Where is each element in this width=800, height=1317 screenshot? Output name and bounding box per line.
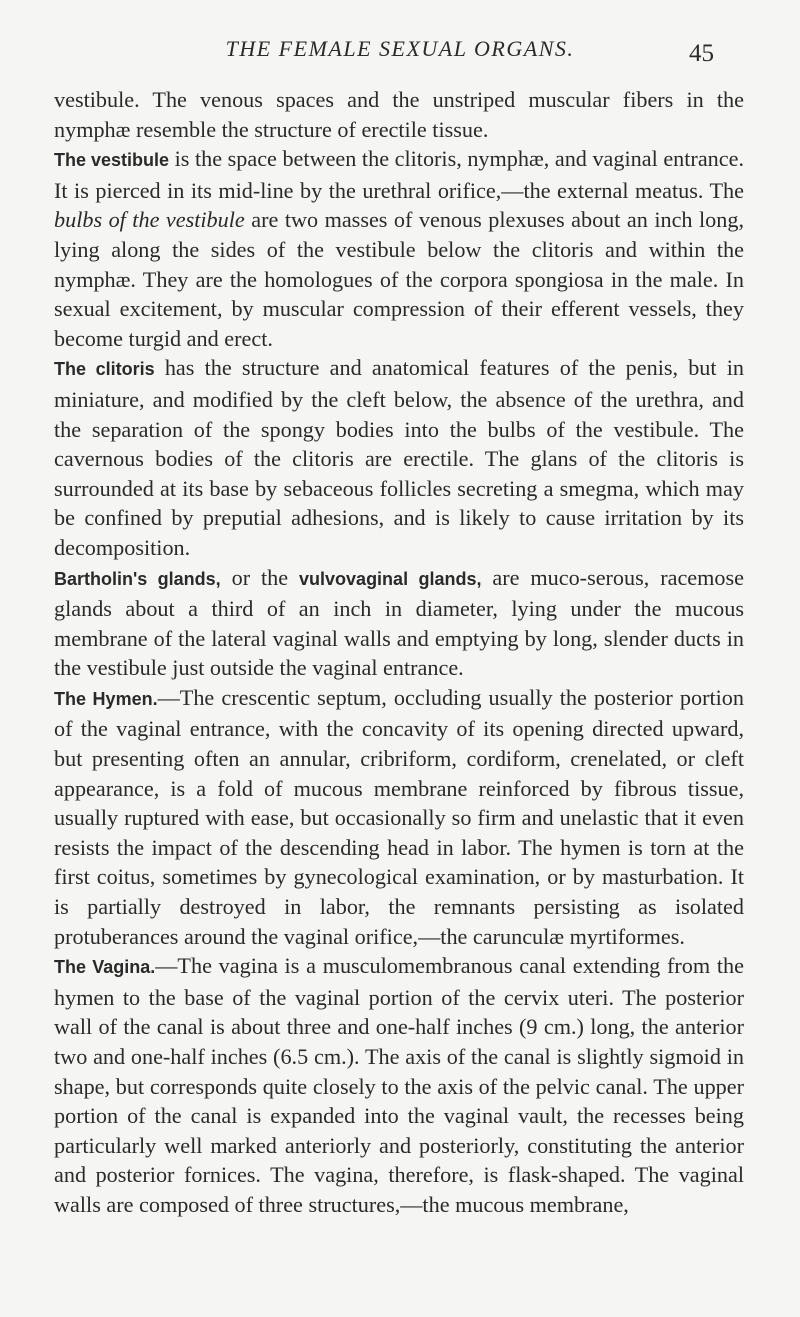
paragraph-text: has the structure and anatomical features of the penis, but in miniature, and modified by the cleft below, the absence of the urethra, and the separation of the spongy bodies into the bulbs of the vestibule. The cavernous bodies of the clitoris are erectile. The glans of the clitoris is surrounded at its base by sebaceous follicles secreting a smegma, which may be confined by preputial adhesions, and is likely to cause irritation by its decomposition. (54, 355, 744, 560)
running-title: THE FEMALE SEXUAL ORGANS. (225, 36, 575, 61)
body-text (54, 85, 744, 1220)
paragraph-clitoris (54, 353, 744, 562)
paragraph-vestibule-continued (54, 85, 744, 144)
paragraph-vestibule (54, 144, 744, 353)
section-heading-vulvovaginal: vulvovaginal glands, (299, 568, 482, 589)
page-number: 45 (689, 40, 714, 67)
section-heading-vagina: The Vagina. (54, 957, 156, 978)
emphasis-bulbs: bulbs of the vestibule (54, 207, 245, 233)
paragraph-text: —The vagina is a musculomembranous canal extending from the hymen to the base of the vaginal portion of the cervix uteri. The posterior wall of the canal is about three and one-half inches (9 cm.) long, the anterior two and one-half inches (6.5 cm.). The axis of the canal is slightly sigmoid in shape, but corresponds quite closely to the axis of the pelvic canal. The upper portion of the canal is expanded into the vaginal vault, the recesses being particularly well marked anteriorly and posteriorly, constituting the anterior and posterior fornices. The vagina, therefore, is flask-shaped. The vaginal walls are composed of three structures,—the mucous membrane, (54, 953, 745, 1217)
section-heading-bartholin: Bartholin's glands, (54, 568, 221, 589)
section-heading-vestibule: The vestibule (54, 150, 170, 171)
paragraph-text: —The crescentic septum, occluding usually the posterior portion of the vaginal entrance, with the concavity of its opening directed upward, but presenting often an annular, cribriform, cordiform, crenelated, or cleft appearance, is a fold of mucous membrane reinforced by fibrous tissue, usually ruptured with ease, but occasionally so firm and unelastic that it even resists the impact of the descending head in labor. The hymen is torn at the first coitus, sometimes by gynecological examination, or by masturbation. It is partially destroyed in labor, the remnants persisting as isolated protuberances around the vaginal orifice,—the carunculæ myrtiformes. (54, 684, 744, 949)
paragraph-text: are muco-serous, racemose glands about a third of an inch in diameter, lying under the mucous membrane of the lateral vaginal walls and emptying by long, slender ducts in the vestibule just outside the vaginal entrance. (54, 564, 744, 681)
paragraph-vagina (54, 951, 744, 1219)
paragraph-text: is the space between the clitoris, nymphæ, and vaginal entrance. It is pierced in its mid-line by the urethral orifice,—the external meatus. The (54, 146, 744, 203)
paragraph-bartholin (54, 563, 744, 683)
paragraph-hymen (54, 683, 744, 951)
paragraph-text: vestibule. The venous spaces and the unstriped muscular fibers in the nymphæ resemble the structure of erectile tissue. (54, 87, 744, 142)
section-heading-hymen: The Hymen. (54, 688, 158, 709)
paragraph-text: are two masses of venous plexuses about an inch long, lying along the sides of the vestibule below the clitoris and within the nymphæ. They are the homologues of the corpora spongiosa in the male. In sexual excitement, by muscular compression of their efferent vessels, they become turgid and erect. (54, 207, 744, 351)
paragraph-text: or the (220, 564, 300, 590)
section-heading-clitoris: The clitoris (54, 359, 155, 380)
page-header (0, 36, 800, 76)
